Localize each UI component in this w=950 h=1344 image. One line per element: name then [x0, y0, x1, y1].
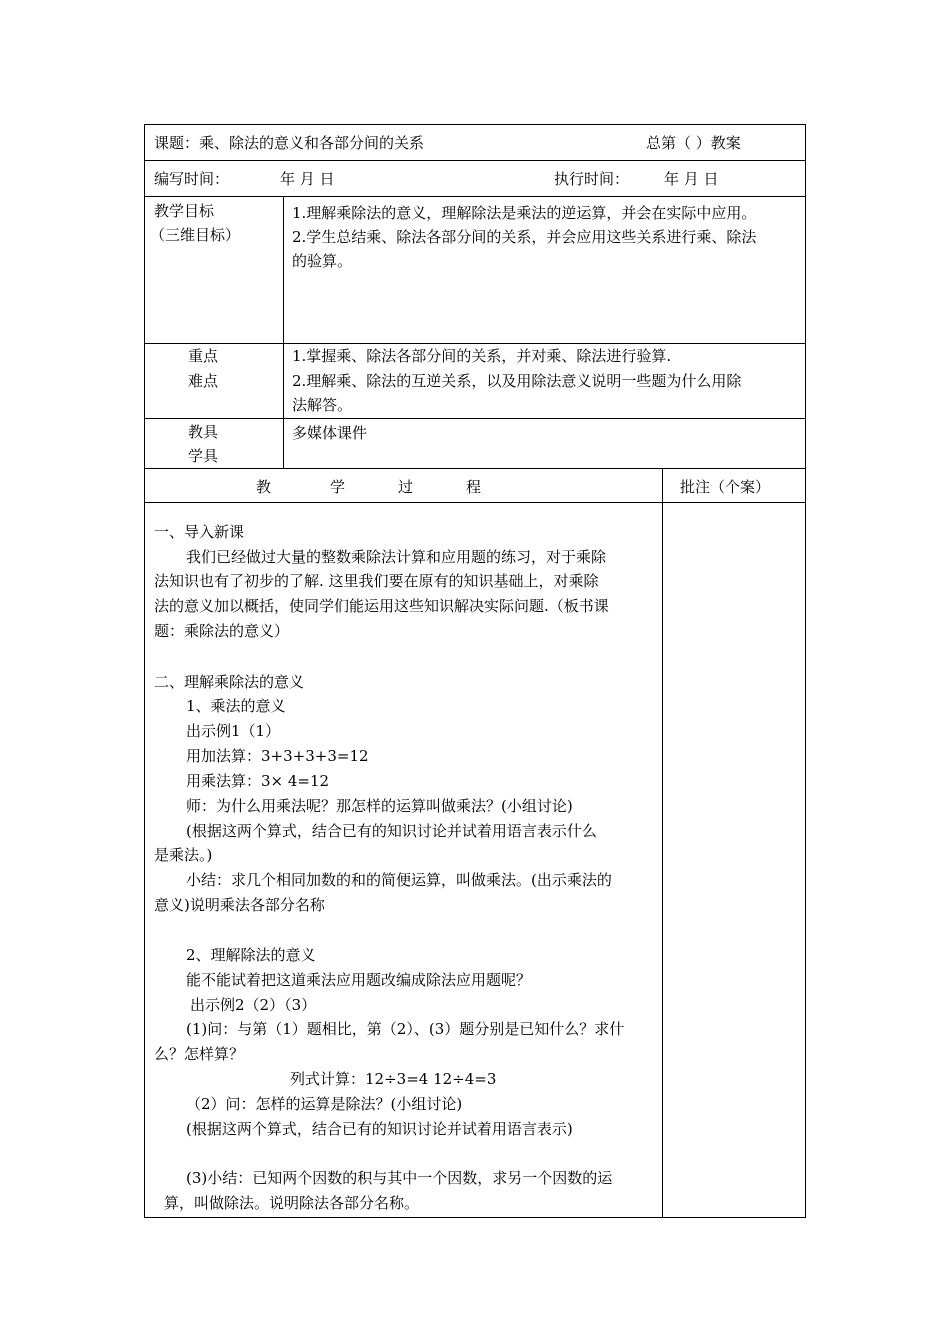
body-line: 师：为什么用乘法呢？那怎样的运算叫做乘法？(小组讨论): [186, 797, 573, 815]
subsection-heading: 1、乘法的意义: [186, 697, 286, 715]
table-border-top: [144, 124, 806, 125]
exec-date: 年 月 日: [664, 170, 719, 188]
process-header-char: 教: [256, 478, 272, 496]
body-line: 我们已经做过大量的整数乘除法计算和应用题的练习，对于乘除: [186, 548, 607, 566]
lesson-topic: 课题：乘、除法的意义和各部分间的关系: [154, 134, 425, 152]
table-border-bottom: [144, 1217, 806, 1218]
section-heading: 一、导入新课: [154, 523, 245, 541]
body-line: (3)小结：已知两个因数的积与其中一个因数，求另一个因数的运: [186, 1169, 613, 1187]
body-line: 算，叫做除法。说明除法各部分名称。: [164, 1194, 420, 1212]
row-divider: [144, 196, 806, 197]
key-points-label: 重点: [188, 347, 219, 365]
table-border-left: [144, 124, 145, 1218]
difficulty-label: 难点: [188, 372, 219, 390]
row-divider: [144, 502, 806, 503]
body-line: (根据这两个算式，结合已有的知识讨论并试着用语言表示): [186, 1120, 573, 1138]
tools-value: 多媒体课件: [292, 424, 368, 442]
body-line: 法知识也有了初步的了解. 这里我们要在原有的知识基础上，对乘除: [154, 572, 599, 590]
key-point-line: 1.掌握乘、除法各部分间的关系，并对乘、除法进行验算.: [292, 347, 672, 365]
body-line: 么？怎样算？: [154, 1045, 245, 1063]
body-line: (1)问：与第（1）题相比，第（2）、(3）题分别是已知什么？求什: [186, 1020, 625, 1038]
body-line: （2）问：怎样的运算是除法？(小组讨论): [186, 1095, 463, 1113]
objectives-sublabel: （三维目标）: [150, 226, 241, 244]
compile-date: 年 月 日: [280, 170, 335, 188]
body-line: 用乘法算：3× 4=12: [186, 772, 330, 790]
objective-line: 1.理解乘除法的意义，理解除法是乘法的逆运算，并会在实际中应用。: [292, 204, 757, 222]
body-line: (根据这两个算式，结合已有的知识讨论并试着用语言表示什么: [186, 822, 597, 840]
objectives-label: 教学目标: [154, 202, 215, 220]
notes-header: 批注（个案）: [680, 478, 771, 496]
body-line: 是乘法。): [154, 846, 213, 864]
body-line: 出示例1（1）: [186, 722, 281, 740]
row-divider: [144, 418, 806, 419]
body-line: 意义)说明乘法各部分名称: [154, 896, 325, 914]
teaching-tools-label: 教具: [188, 423, 219, 441]
label-column-divider: [283, 196, 284, 469]
body-line: 列式计算：12÷3=4 12÷4=3: [290, 1070, 497, 1088]
body-line: 能不能试着把这道乘法应用题改编成除法应用题呢？: [186, 971, 532, 989]
objective-line: 的验算。: [292, 252, 353, 270]
process-header-char: 学: [330, 478, 346, 496]
exec-time-label: 执行时间：: [554, 170, 630, 188]
total-lesson-number: 总第（ ）教案: [646, 134, 741, 152]
learning-tools-label: 学具: [188, 447, 219, 465]
row-divider: [144, 160, 806, 161]
lesson-plan-table: [144, 124, 806, 1218]
body-line: 出示例2（2）（3）: [190, 996, 317, 1014]
body-line: 小结：求几个相同加数的和的简便运算，叫做乘法。(出示乘法的: [186, 871, 612, 889]
table-border-right: [805, 124, 806, 1218]
process-header-char: 程: [466, 478, 482, 496]
notes-column-divider: [662, 468, 663, 1218]
key-point-line: 法解答。: [292, 396, 353, 414]
compile-time-label: 编写时间：: [154, 170, 230, 188]
body-line: 法的意义加以概括，使同学们能运用这些知识解决实际问题.（板书课: [154, 597, 609, 615]
objective-line: 2.学生总结乘、除法各部分间的关系，并会应用这些关系进行乘、除法: [292, 228, 757, 246]
row-divider: [144, 343, 806, 344]
row-divider: [144, 468, 806, 469]
body-line: 题：乘除法的意义）: [154, 622, 290, 640]
subsection-heading: 2、理解除法的意义: [186, 946, 316, 964]
section-heading: 二、理解乘除法的意义: [154, 673, 305, 691]
key-point-line: 2.理解乘、除法的互逆关系，以及用除法意义说明一些题为什么用除: [292, 372, 742, 390]
body-line: 用加法算：3+3+3+3=12: [186, 747, 369, 765]
process-header-char: 过: [398, 478, 414, 496]
